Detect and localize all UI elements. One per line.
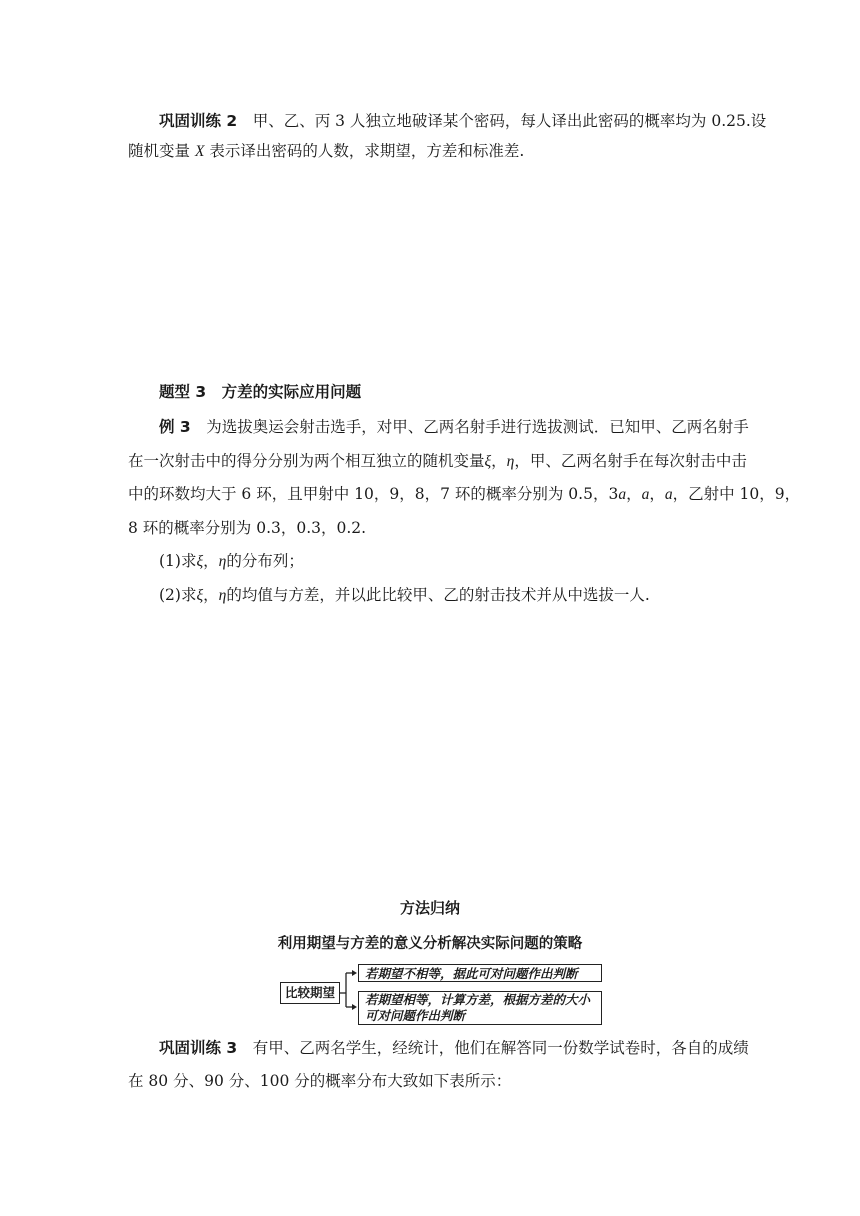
exercise-2-label: 巩固训练 2 xyxy=(159,112,238,130)
exercise-3-label: 巩固训练 3 xyxy=(159,1039,238,1057)
exercise-2-line1: 甲、乙、丙 3 人独立地破译某个密码，每人译出此密码的概率均为 0.25.设 xyxy=(252,112,767,130)
unequal-expectation-box: 若期望不相等，据此可对问题作出判断 xyxy=(358,964,602,982)
equal-expectation-box: 若期望相等，计算方差，根据方差的大小 可对问题作出判断 xyxy=(358,991,602,1025)
example-3-label: 例 3 xyxy=(159,418,191,436)
example-3: 例 3 为选拔奥运会射击选手，对甲、乙两名射手进行选拔测试．已知甲、乙两名射手 在一次射击中的得分分别为两个相互独立的随机变量ξ，η，甲、乙两名射手在每次射击中击 中的环数均大于 6 环，且甲射中 10，9，8，7 环的概率分别为 0.5，3a，a，a，乙射中 10，9， 8 环的概率分别为 0.3，0.3，0.2. (1)求ξ，η的分布列； (2)求ξ，η的均值与方差，并以此比较甲、乙的射击技术并从中选拔一人. xyxy=(128,411,740,612)
strategy-diagram xyxy=(280,962,605,1026)
question-2: (2)求ξ，η的均值与方差，并以此比较甲、乙的射击技术并从中选拔一人. xyxy=(159,585,650,604)
section-3-heading: 题型 3 方差的实际应用问题 xyxy=(159,383,362,401)
method-subtitle: 利用期望与方差的意义分析解决实际问题的策略 xyxy=(277,936,583,952)
exercise-2: 巩固训练 2 甲、乙、丙 3 人独立地破译某个密码，每人译出此密码的概率均为 0.25.设 随机变量 X 表示译出密码的人数，求期望，方差和标准差. xyxy=(128,112,767,160)
question-1: (1)求ξ，η的分布列； xyxy=(159,552,304,570)
method-title: 方法归纳 xyxy=(399,899,460,917)
compare-expectation-box: 比较期望 xyxy=(280,982,340,1004)
variable-x: X xyxy=(194,143,205,160)
exercise-3: 巩固训练 3 有甲、乙两名学生，经统计，他们在解答同一份数学试卷时，各自的成绩 在 80 分、90 分、100 分的概率分布大致如下表所示： xyxy=(128,1039,749,1090)
